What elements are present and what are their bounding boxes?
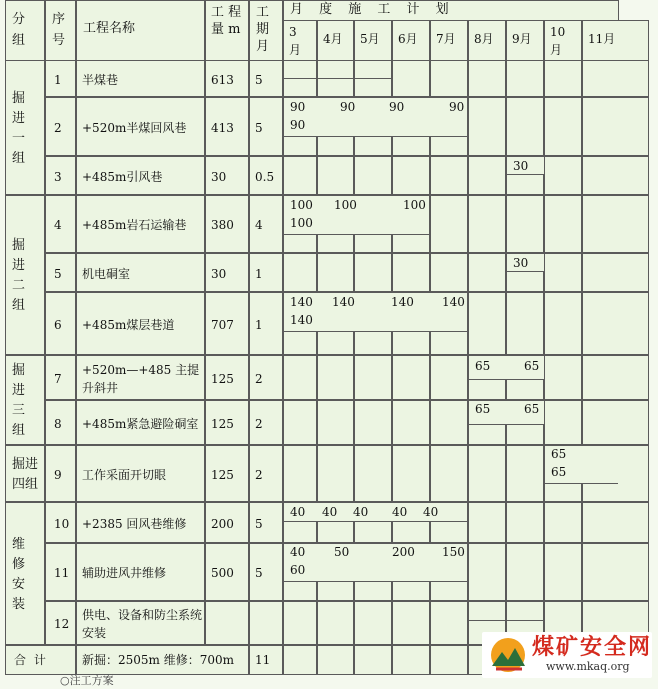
month-cell bbox=[430, 445, 468, 502]
month-cell bbox=[354, 156, 392, 195]
period-cell bbox=[249, 156, 283, 195]
month-cell bbox=[582, 502, 649, 543]
total-month-cell bbox=[283, 645, 317, 675]
month-cell bbox=[354, 253, 392, 292]
plan-value: 50 bbox=[334, 545, 350, 559]
month-header bbox=[283, 20, 317, 61]
total-label: 合 计 bbox=[14, 653, 48, 667]
month-cell bbox=[582, 97, 649, 156]
bar-line bbox=[283, 78, 391, 79]
row-name: +485m煤层巷道 bbox=[82, 317, 175, 332]
total-month-cell bbox=[430, 645, 468, 675]
month-cell bbox=[317, 355, 354, 400]
qty-cell bbox=[205, 502, 249, 543]
month-label: 7月 bbox=[436, 32, 456, 46]
plan-value: 100 bbox=[290, 216, 313, 230]
plan-value: 90 bbox=[290, 118, 306, 132]
group-cell bbox=[5, 355, 45, 445]
month-header bbox=[468, 20, 506, 61]
period-cell bbox=[249, 601, 283, 645]
month-cell bbox=[544, 502, 582, 543]
month-cell bbox=[544, 97, 582, 156]
plan-value: 40 bbox=[322, 505, 338, 519]
month-cell bbox=[468, 97, 506, 156]
seq-cell bbox=[45, 60, 76, 97]
total-period: 11 bbox=[255, 653, 271, 667]
month-cell bbox=[582, 400, 649, 445]
month-header bbox=[582, 20, 649, 61]
month-cell bbox=[430, 195, 468, 253]
month-cell bbox=[317, 253, 354, 292]
logo-url: www.mkaq.org bbox=[546, 660, 630, 673]
month-cell bbox=[354, 445, 392, 502]
period-cell bbox=[249, 400, 283, 445]
month-cell bbox=[317, 601, 354, 645]
period-cell bbox=[249, 445, 283, 502]
month-cell bbox=[392, 60, 430, 97]
row-qty: 125 bbox=[211, 467, 234, 482]
month-cell bbox=[544, 543, 582, 601]
month-header bbox=[506, 20, 544, 61]
month-cell bbox=[582, 60, 649, 97]
month-cell bbox=[354, 400, 392, 445]
plan-value: 150 bbox=[442, 545, 465, 559]
header-period-label: 工 期 月 bbox=[256, 5, 270, 54]
month-label: 6月 bbox=[398, 32, 418, 46]
month-cell bbox=[468, 502, 506, 543]
row-qty: 30 bbox=[211, 266, 227, 281]
group-cell bbox=[5, 445, 45, 502]
row-qty: 380 bbox=[211, 218, 234, 232]
row-period: 5 bbox=[255, 566, 263, 580]
row-period: 5 bbox=[255, 120, 263, 135]
plan-value: 60 bbox=[290, 563, 306, 577]
row-name: +485m岩石运输巷 bbox=[82, 218, 187, 232]
qty-cell bbox=[205, 445, 249, 502]
name-cell bbox=[76, 156, 205, 195]
month-cell bbox=[582, 292, 649, 355]
row-name: +520m—+485 主提升斜井 bbox=[82, 362, 200, 395]
plan-value: 40 bbox=[423, 505, 439, 519]
month-cell bbox=[582, 355, 649, 400]
row-name: 供电、设备和防尘系统安装 bbox=[82, 608, 203, 640]
row-seq: 11 bbox=[54, 566, 70, 580]
month-cell bbox=[283, 445, 317, 502]
row-seq: 12 bbox=[54, 617, 70, 631]
seq-cell bbox=[45, 445, 76, 502]
group-label: 掘进二组 bbox=[12, 238, 26, 313]
plan-value: 65 bbox=[551, 465, 567, 479]
month-cell bbox=[317, 400, 354, 445]
month-cell bbox=[582, 543, 649, 601]
month-cell bbox=[283, 400, 317, 445]
row-name: 辅助进风井维修 bbox=[82, 566, 167, 580]
total-month-cell bbox=[354, 645, 392, 675]
row-qty: 125 bbox=[211, 416, 234, 431]
month-cell bbox=[430, 60, 468, 97]
month-cell bbox=[544, 400, 582, 445]
row-period: 1 bbox=[255, 317, 263, 332]
month-cell bbox=[506, 60, 544, 97]
period-cell bbox=[249, 60, 283, 97]
month-cell bbox=[468, 445, 506, 502]
period-cell bbox=[249, 97, 283, 156]
row-seq: 8 bbox=[54, 416, 62, 431]
period-cell bbox=[249, 543, 283, 601]
plan-value: 200 bbox=[392, 545, 415, 559]
month-cell bbox=[392, 156, 430, 195]
plan-value: 90 bbox=[290, 100, 306, 114]
plan-value: 90 bbox=[389, 100, 405, 114]
month-cell bbox=[430, 253, 468, 292]
plan-value: 40 bbox=[290, 545, 306, 559]
row-name: +520m半煤回风巷 bbox=[82, 120, 187, 135]
row-seq: 7 bbox=[54, 371, 62, 386]
group-cell bbox=[5, 502, 45, 645]
row-qty: 613 bbox=[211, 72, 234, 87]
plan-value: 65 bbox=[524, 359, 540, 373]
plan-bar-row9 bbox=[545, 446, 618, 484]
plan-value: 40 bbox=[392, 505, 408, 519]
group-cell bbox=[5, 60, 45, 195]
month-cell bbox=[468, 543, 506, 601]
name-cell bbox=[76, 292, 205, 355]
plan-bar-row2 bbox=[284, 98, 467, 137]
month-header bbox=[392, 20, 430, 61]
plan-value: 90 bbox=[340, 100, 356, 114]
row-name: +485m紧急避险硐室 bbox=[82, 416, 199, 431]
plan-value: 140 bbox=[442, 295, 465, 309]
month-cell bbox=[582, 195, 649, 253]
plan-value: 100 bbox=[334, 198, 357, 212]
qty-cell bbox=[205, 601, 249, 645]
row-period: 2 bbox=[255, 467, 263, 482]
header-group bbox=[5, 0, 45, 61]
group-label: 掘进四组 bbox=[12, 456, 39, 492]
plan-value: 140 bbox=[290, 313, 313, 327]
month-cell bbox=[544, 355, 582, 400]
plan-bar-row3 bbox=[507, 157, 544, 175]
plan-value: 140 bbox=[290, 295, 313, 309]
name-cell bbox=[76, 195, 205, 253]
period-cell bbox=[249, 195, 283, 253]
period-cell bbox=[249, 253, 283, 292]
header-name bbox=[76, 0, 205, 61]
header-plan-title bbox=[283, 0, 619, 21]
row-seq: 2 bbox=[54, 120, 62, 135]
month-cell bbox=[317, 156, 354, 195]
plan-title: 月 度 施 工 计 划 bbox=[290, 2, 455, 17]
qty-cell bbox=[205, 543, 249, 601]
month-cell bbox=[506, 502, 544, 543]
plan-value: 65 bbox=[475, 359, 491, 373]
plan-value: 40 bbox=[290, 505, 306, 519]
month-cell bbox=[430, 355, 468, 400]
month-cell bbox=[430, 156, 468, 195]
plan-value: 90 bbox=[449, 100, 465, 114]
row-qty: 200 bbox=[211, 516, 234, 531]
month-cell bbox=[354, 601, 392, 645]
month-label: 4月 bbox=[323, 32, 343, 46]
qty-cell bbox=[205, 253, 249, 292]
month-header bbox=[544, 20, 582, 61]
period-cell bbox=[249, 292, 283, 355]
group-label: 掘进一组 bbox=[12, 90, 26, 166]
row-period: 5 bbox=[255, 516, 263, 531]
month-header bbox=[317, 20, 354, 61]
seq-cell bbox=[45, 543, 76, 601]
month-cell bbox=[544, 253, 582, 292]
month-header bbox=[430, 20, 468, 61]
plan-value: 100 bbox=[290, 198, 313, 212]
month-cell bbox=[392, 601, 430, 645]
qty-cell bbox=[205, 400, 249, 445]
header-seq-label: 序号 bbox=[52, 12, 66, 48]
header-qty bbox=[205, 0, 249, 61]
month-cell bbox=[582, 253, 649, 292]
row-name: +485m引风巷 bbox=[82, 169, 163, 184]
plan-bar-row6 bbox=[284, 293, 467, 332]
plan-value: 65 bbox=[475, 402, 491, 416]
month-cell bbox=[392, 253, 430, 292]
group-label: 维修安装 bbox=[12, 536, 26, 612]
month-cell bbox=[506, 195, 544, 253]
row-qty: 30 bbox=[211, 169, 227, 184]
month-header bbox=[354, 20, 392, 61]
row-seq: 5 bbox=[54, 266, 62, 281]
row-name: 工作采面开切眼 bbox=[82, 467, 167, 482]
plan-value: 65 bbox=[524, 402, 540, 416]
row-period: 2 bbox=[255, 371, 263, 386]
month-cell bbox=[283, 156, 317, 195]
plan-bar-row8 bbox=[469, 401, 544, 425]
plan-value: 140 bbox=[332, 295, 355, 309]
total-month-cell bbox=[392, 645, 430, 675]
row-period: 5 bbox=[255, 72, 263, 87]
qty-cell bbox=[205, 97, 249, 156]
row-seq: 4 bbox=[54, 218, 62, 232]
month-cell bbox=[468, 292, 506, 355]
row-qty: 500 bbox=[211, 566, 234, 580]
header-group-label: 分组 bbox=[12, 12, 26, 48]
seq-cell bbox=[45, 253, 76, 292]
qty-cell bbox=[205, 195, 249, 253]
name-cell bbox=[76, 355, 205, 400]
mountain-sun-icon bbox=[488, 636, 528, 674]
total-period-cell bbox=[249, 645, 283, 675]
row-period: 1 bbox=[255, 266, 263, 281]
plan-value: 140 bbox=[391, 295, 414, 309]
period-cell bbox=[249, 502, 283, 543]
qty-cell bbox=[205, 60, 249, 97]
month-cell bbox=[506, 445, 544, 502]
row-qty: 707 bbox=[211, 317, 234, 332]
month-cell bbox=[392, 400, 430, 445]
seq-cell bbox=[45, 355, 76, 400]
row-name: 半煤巷 bbox=[82, 72, 119, 87]
header-seq bbox=[45, 0, 76, 61]
plan-bar-row11 bbox=[284, 544, 467, 582]
qty-cell bbox=[205, 355, 249, 400]
row-seq: 10 bbox=[54, 516, 70, 531]
month-label: 8月 bbox=[474, 32, 494, 46]
month-cell bbox=[354, 355, 392, 400]
group-cell bbox=[5, 195, 45, 355]
name-cell bbox=[76, 601, 205, 645]
plan-bar-row10 bbox=[284, 503, 467, 522]
logo-text: 煤矿安全网 bbox=[532, 634, 653, 660]
row-qty: 125 bbox=[211, 371, 234, 386]
plan-bar-row4 bbox=[284, 196, 429, 235]
month-cell bbox=[283, 601, 317, 645]
seq-cell bbox=[45, 292, 76, 355]
row-seq: 9 bbox=[54, 467, 62, 482]
row-period: 0.5 bbox=[255, 169, 275, 184]
bar-line bbox=[469, 620, 544, 621]
name-cell bbox=[76, 400, 205, 445]
name-cell bbox=[76, 543, 205, 601]
month-cell bbox=[283, 355, 317, 400]
period-cell bbox=[249, 355, 283, 400]
row-seq: 1 bbox=[54, 72, 62, 87]
plan-value: 100 bbox=[403, 198, 426, 212]
row-name: +2385 回风巷维修 bbox=[82, 516, 187, 531]
row-period: 2 bbox=[255, 416, 263, 431]
month-cell bbox=[392, 355, 430, 400]
month-cell bbox=[544, 156, 582, 195]
total-label-cell bbox=[5, 645, 76, 675]
row-qty: 413 bbox=[211, 120, 234, 135]
row-seq: 3 bbox=[54, 169, 62, 184]
plan-value: 65 bbox=[551, 447, 567, 461]
name-cell bbox=[76, 60, 205, 97]
name-cell bbox=[76, 445, 205, 502]
seq-cell bbox=[45, 195, 76, 253]
month-cell bbox=[506, 543, 544, 601]
qty-cell bbox=[205, 156, 249, 195]
month-cell bbox=[506, 97, 544, 156]
month-cell bbox=[430, 601, 468, 645]
month-cell bbox=[582, 156, 649, 195]
plan-value: 30 bbox=[513, 256, 529, 270]
name-cell bbox=[76, 97, 205, 156]
month-label: 9月 bbox=[512, 32, 532, 46]
month-cell bbox=[430, 400, 468, 445]
plan-bar-row5 bbox=[507, 254, 544, 272]
seq-cell bbox=[45, 97, 76, 156]
group-label: 掘进三组 bbox=[12, 363, 26, 438]
month-label: 11月 bbox=[588, 32, 616, 46]
qty-cell bbox=[205, 292, 249, 355]
row-seq: 6 bbox=[54, 317, 62, 332]
total-summary: 新掘：2505m 维修：700m bbox=[82, 653, 235, 667]
month-cell bbox=[468, 253, 506, 292]
total-month-cell bbox=[317, 645, 354, 675]
seq-cell bbox=[45, 400, 76, 445]
month-cell bbox=[468, 156, 506, 195]
seq-cell bbox=[45, 502, 76, 543]
month-cell bbox=[506, 292, 544, 355]
seq-cell bbox=[45, 601, 76, 645]
site-logo bbox=[482, 632, 652, 678]
month-cell bbox=[544, 60, 582, 97]
name-cell bbox=[76, 253, 205, 292]
header-period bbox=[249, 0, 283, 61]
month-cell bbox=[392, 445, 430, 502]
plan-bar-row7 bbox=[469, 356, 544, 380]
month-cell bbox=[468, 195, 506, 253]
month-label: 3月 bbox=[289, 25, 302, 57]
month-cell bbox=[317, 445, 354, 502]
month-cell bbox=[544, 195, 582, 253]
month-cell bbox=[283, 253, 317, 292]
total-summary-cell bbox=[76, 645, 249, 675]
month-label: 10月 bbox=[550, 25, 566, 57]
month-cell bbox=[468, 60, 506, 97]
row-period: 4 bbox=[255, 218, 263, 232]
footer-note: ○注工方案 bbox=[60, 674, 114, 687]
header-qty-label: 工 程 量 m bbox=[211, 5, 242, 37]
month-label: 5月 bbox=[360, 32, 380, 46]
seq-cell bbox=[45, 156, 76, 195]
plan-value: 40 bbox=[353, 505, 369, 519]
header-name-label: 工程名称 bbox=[83, 21, 136, 36]
row-name: 机电硐室 bbox=[82, 266, 131, 281]
month-cell bbox=[544, 292, 582, 355]
name-cell bbox=[76, 502, 205, 543]
plan-value: 30 bbox=[513, 159, 529, 173]
